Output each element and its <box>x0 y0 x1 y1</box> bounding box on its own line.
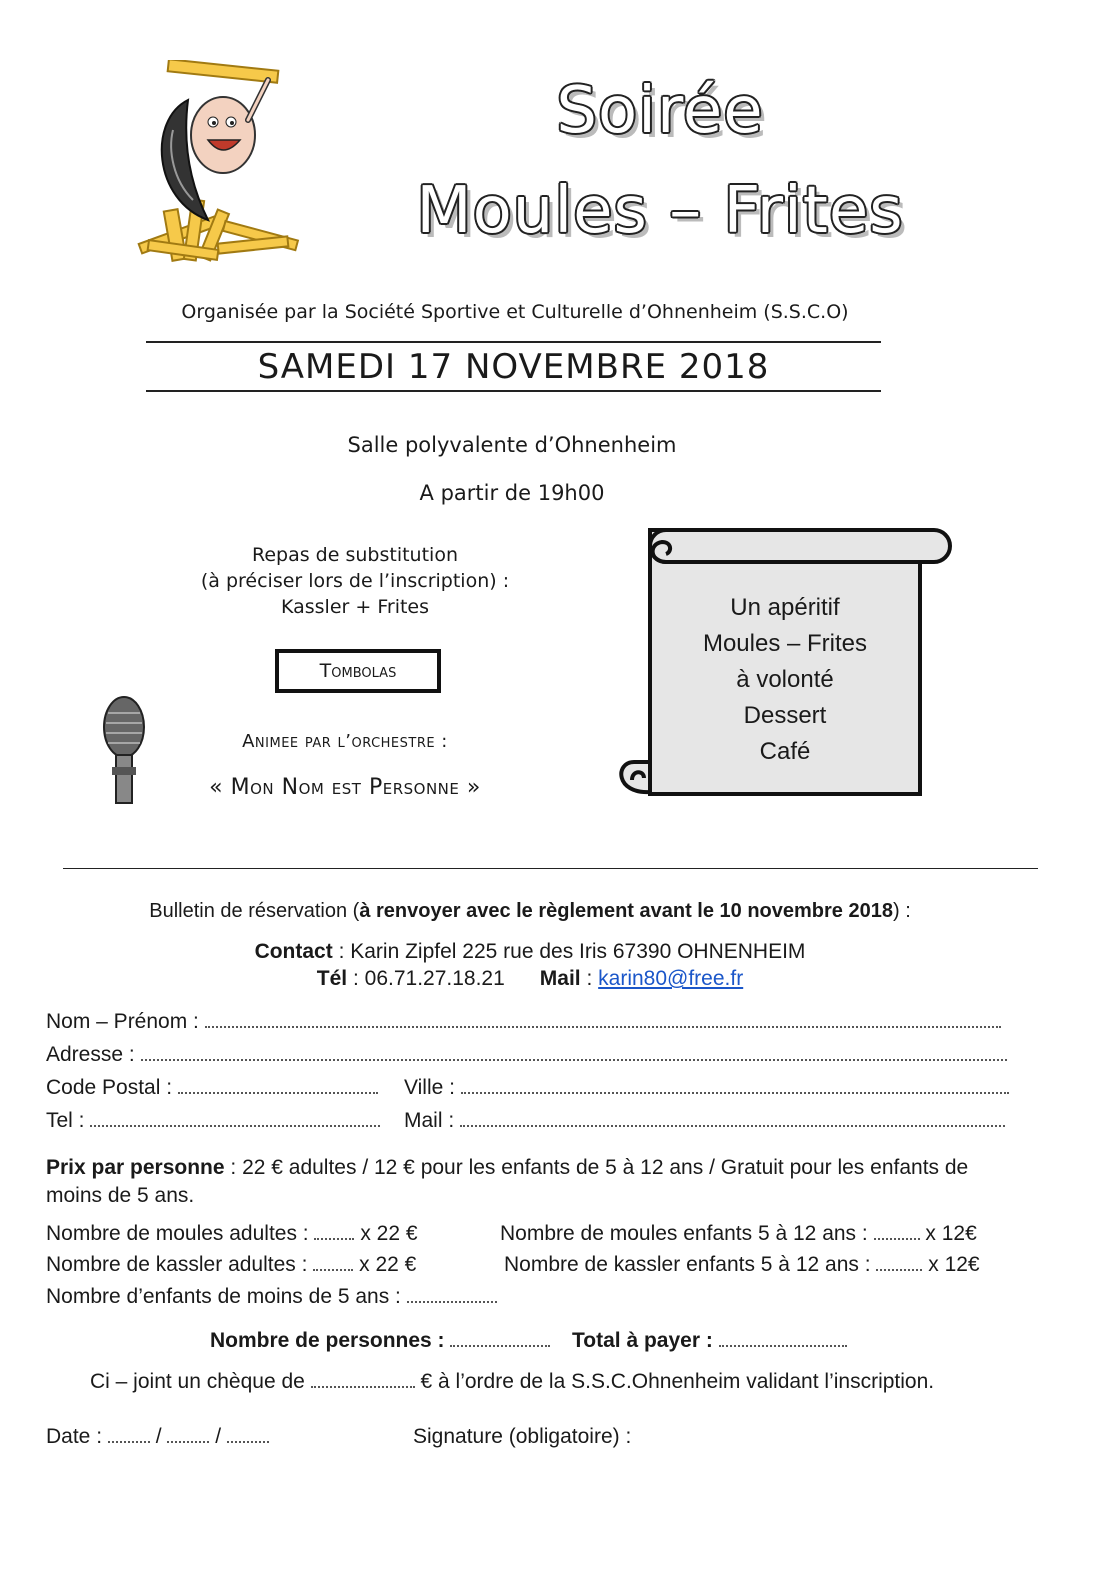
field-mail[interactable] <box>404 1109 1005 1133</box>
bulletin-intro <box>60 900 1000 923</box>
count-kassler-adultes-price: x 22 € <box>359 1253 417 1276</box>
divider-top <box>146 341 881 343</box>
contact-email-link[interactable]: karin80@free.fr <box>598 967 744 990</box>
field-cp-label: Code Postal : <box>46 1076 173 1099</box>
count-moules-adultes-blank[interactable] <box>314 1224 354 1240</box>
menu-item: Café <box>759 738 811 765</box>
date-month-blank[interactable] <box>167 1427 209 1443</box>
substitution-line-3: Kassler + Frites <box>280 596 430 618</box>
contact-line <box>60 940 1000 964</box>
total-payer[interactable] <box>572 1329 847 1353</box>
bulletin-intro-end: ) : <box>892 900 911 922</box>
count-moules-adultes-price: x 22 € <box>360 1222 418 1245</box>
count-kassler-enfants[interactable] <box>504 1253 980 1277</box>
count-kassler-enfants-label: Nombre de kassler enfants 5 à 12 ans : <box>504 1253 871 1276</box>
tel-label: Tél <box>316 967 348 990</box>
count-moules-enfants-label: Nombre de moules enfants 5 à 12 ans : <box>500 1222 868 1245</box>
menu-item: à volonté <box>736 666 834 693</box>
cheque-line[interactable] <box>90 1370 934 1394</box>
date-sep: / <box>215 1425 222 1448</box>
menu-item: Un apéritif <box>730 594 840 621</box>
field-cp-blank[interactable] <box>178 1078 378 1094</box>
field-mail-label: Mail : <box>404 1109 455 1132</box>
field-nom-blank[interactable] <box>205 1012 1001 1028</box>
field-tel-label: Tel : <box>46 1109 85 1132</box>
bulletin-deadline: à renvoyer avec le règlement avant le 10 novembre 2018 <box>359 900 893 922</box>
field-mail-blank[interactable] <box>460 1111 1005 1127</box>
field-adresse[interactable] <box>46 1043 1007 1067</box>
menu-item: Moules – Frites <box>702 630 868 657</box>
contact-value: : Karin Zipfel 225 rue des Iris 67390 OHNENHEIM <box>332 940 806 963</box>
field-adresse-label: Adresse : <box>46 1043 135 1066</box>
cheque-amount-blank[interactable] <box>311 1372 415 1388</box>
venue-text: Salle polyvalente d’Ohnenheim <box>347 433 677 457</box>
tombola-box: Tombolas <box>275 649 441 693</box>
count-kassler-adultes[interactable] <box>46 1253 416 1277</box>
substitution-line-2: (à préciser lors de l’inscription) : <box>200 570 510 592</box>
field-tel[interactable] <box>46 1109 380 1133</box>
field-cp[interactable] <box>46 1076 378 1100</box>
total-personnes-label: Nombre de personnes : <box>210 1329 445 1352</box>
field-tel-blank[interactable] <box>90 1111 380 1127</box>
field-nom[interactable] <box>46 1010 1001 1034</box>
menu-item: Dessert <box>743 702 827 729</box>
mail-label: Mail <box>539 967 581 990</box>
total-payer-label: Total à payer : <box>572 1329 713 1352</box>
count-moins5[interactable] <box>46 1285 497 1309</box>
organizer-text: Organisée par la Société Sportive et Culturelle d’Ohnenheim (S.S.C.O) <box>181 301 849 323</box>
count-moules-enfants-blank[interactable] <box>874 1224 920 1240</box>
count-moules-adultes-label: Nombre de moules adultes : <box>46 1222 309 1245</box>
field-nom-label: Nom – Prénom : <box>46 1010 199 1033</box>
count-moins5-label: Nombre d’enfants de moins de 5 ans : <box>46 1285 401 1308</box>
date-year-blank[interactable] <box>227 1427 269 1443</box>
title-line-2: Moules – Frites <box>416 174 904 248</box>
date-field[interactable] <box>46 1425 269 1449</box>
field-ville-blank[interactable] <box>461 1078 1009 1094</box>
prices-label: Prix par personne <box>46 1156 225 1179</box>
count-moules-enfants-price: x 12€ <box>925 1222 977 1245</box>
cheque-before: Ci – joint un chèque de <box>90 1370 305 1393</box>
contact-label: Contact <box>254 940 333 963</box>
date-label: Date : <box>46 1425 103 1448</box>
prices-text <box>46 1154 1036 1210</box>
menu-list <box>665 590 905 770</box>
count-moules-enfants[interactable] <box>500 1222 977 1246</box>
orchestra-name: « Mon Nom est Personne » <box>209 775 481 800</box>
tel-value: : 06.71.27.18.21 <box>347 967 505 990</box>
prices-line-1: : 22 € adultes / 12 € pour les enfants de 5 à 12 ans / Gratuit pour les enfants de <box>224 1156 969 1179</box>
prices-line-2: moins de 5 ans. <box>46 1184 195 1207</box>
substitution-block <box>130 542 580 620</box>
orchestra-label: Animee par l’orchestre : <box>242 731 448 752</box>
title-line-1: Soirée <box>556 74 764 148</box>
field-ville-label: Ville : <box>404 1076 455 1099</box>
count-kassler-enfants-price: x 12€ <box>928 1253 980 1276</box>
total-personnes[interactable] <box>210 1329 550 1353</box>
substitution-line-1: Repas de substitution <box>252 544 458 566</box>
count-moules-adultes[interactable] <box>46 1222 418 1246</box>
tel-mail-line <box>60 967 1000 991</box>
bulletin-intro-plain: Bulletin de réservation ( <box>149 900 360 922</box>
field-adresse-blank[interactable] <box>141 1045 1007 1061</box>
signature-field[interactable]: Signature (obligatoire) : <box>413 1425 632 1448</box>
microphone-icon <box>98 695 150 810</box>
count-kassler-enfants-blank[interactable] <box>876 1255 922 1271</box>
time-text: A partir de 19h00 <box>419 481 605 505</box>
mussel-fries-mascot-icon <box>128 60 308 265</box>
section-divider <box>63 868 1038 869</box>
total-payer-blank[interactable] <box>719 1331 847 1347</box>
count-moins5-blank[interactable] <box>407 1287 497 1303</box>
date-sep: / <box>155 1425 162 1448</box>
mail-sep: : <box>580 967 599 990</box>
total-personnes-blank[interactable] <box>450 1331 550 1347</box>
event-date: SAMEDI 17 NOVEMBRE 2018 <box>257 347 770 387</box>
count-kassler-adultes-blank[interactable] <box>313 1255 353 1271</box>
count-kassler-adultes-label: Nombre de kassler adultes : <box>46 1253 308 1276</box>
divider-bottom <box>146 390 881 392</box>
cheque-after: € à l’ordre de la S.S.C.Ohnenheim validant l’inscription. <box>420 1370 935 1393</box>
date-day-blank[interactable] <box>108 1427 150 1443</box>
field-ville[interactable] <box>404 1076 1009 1100</box>
